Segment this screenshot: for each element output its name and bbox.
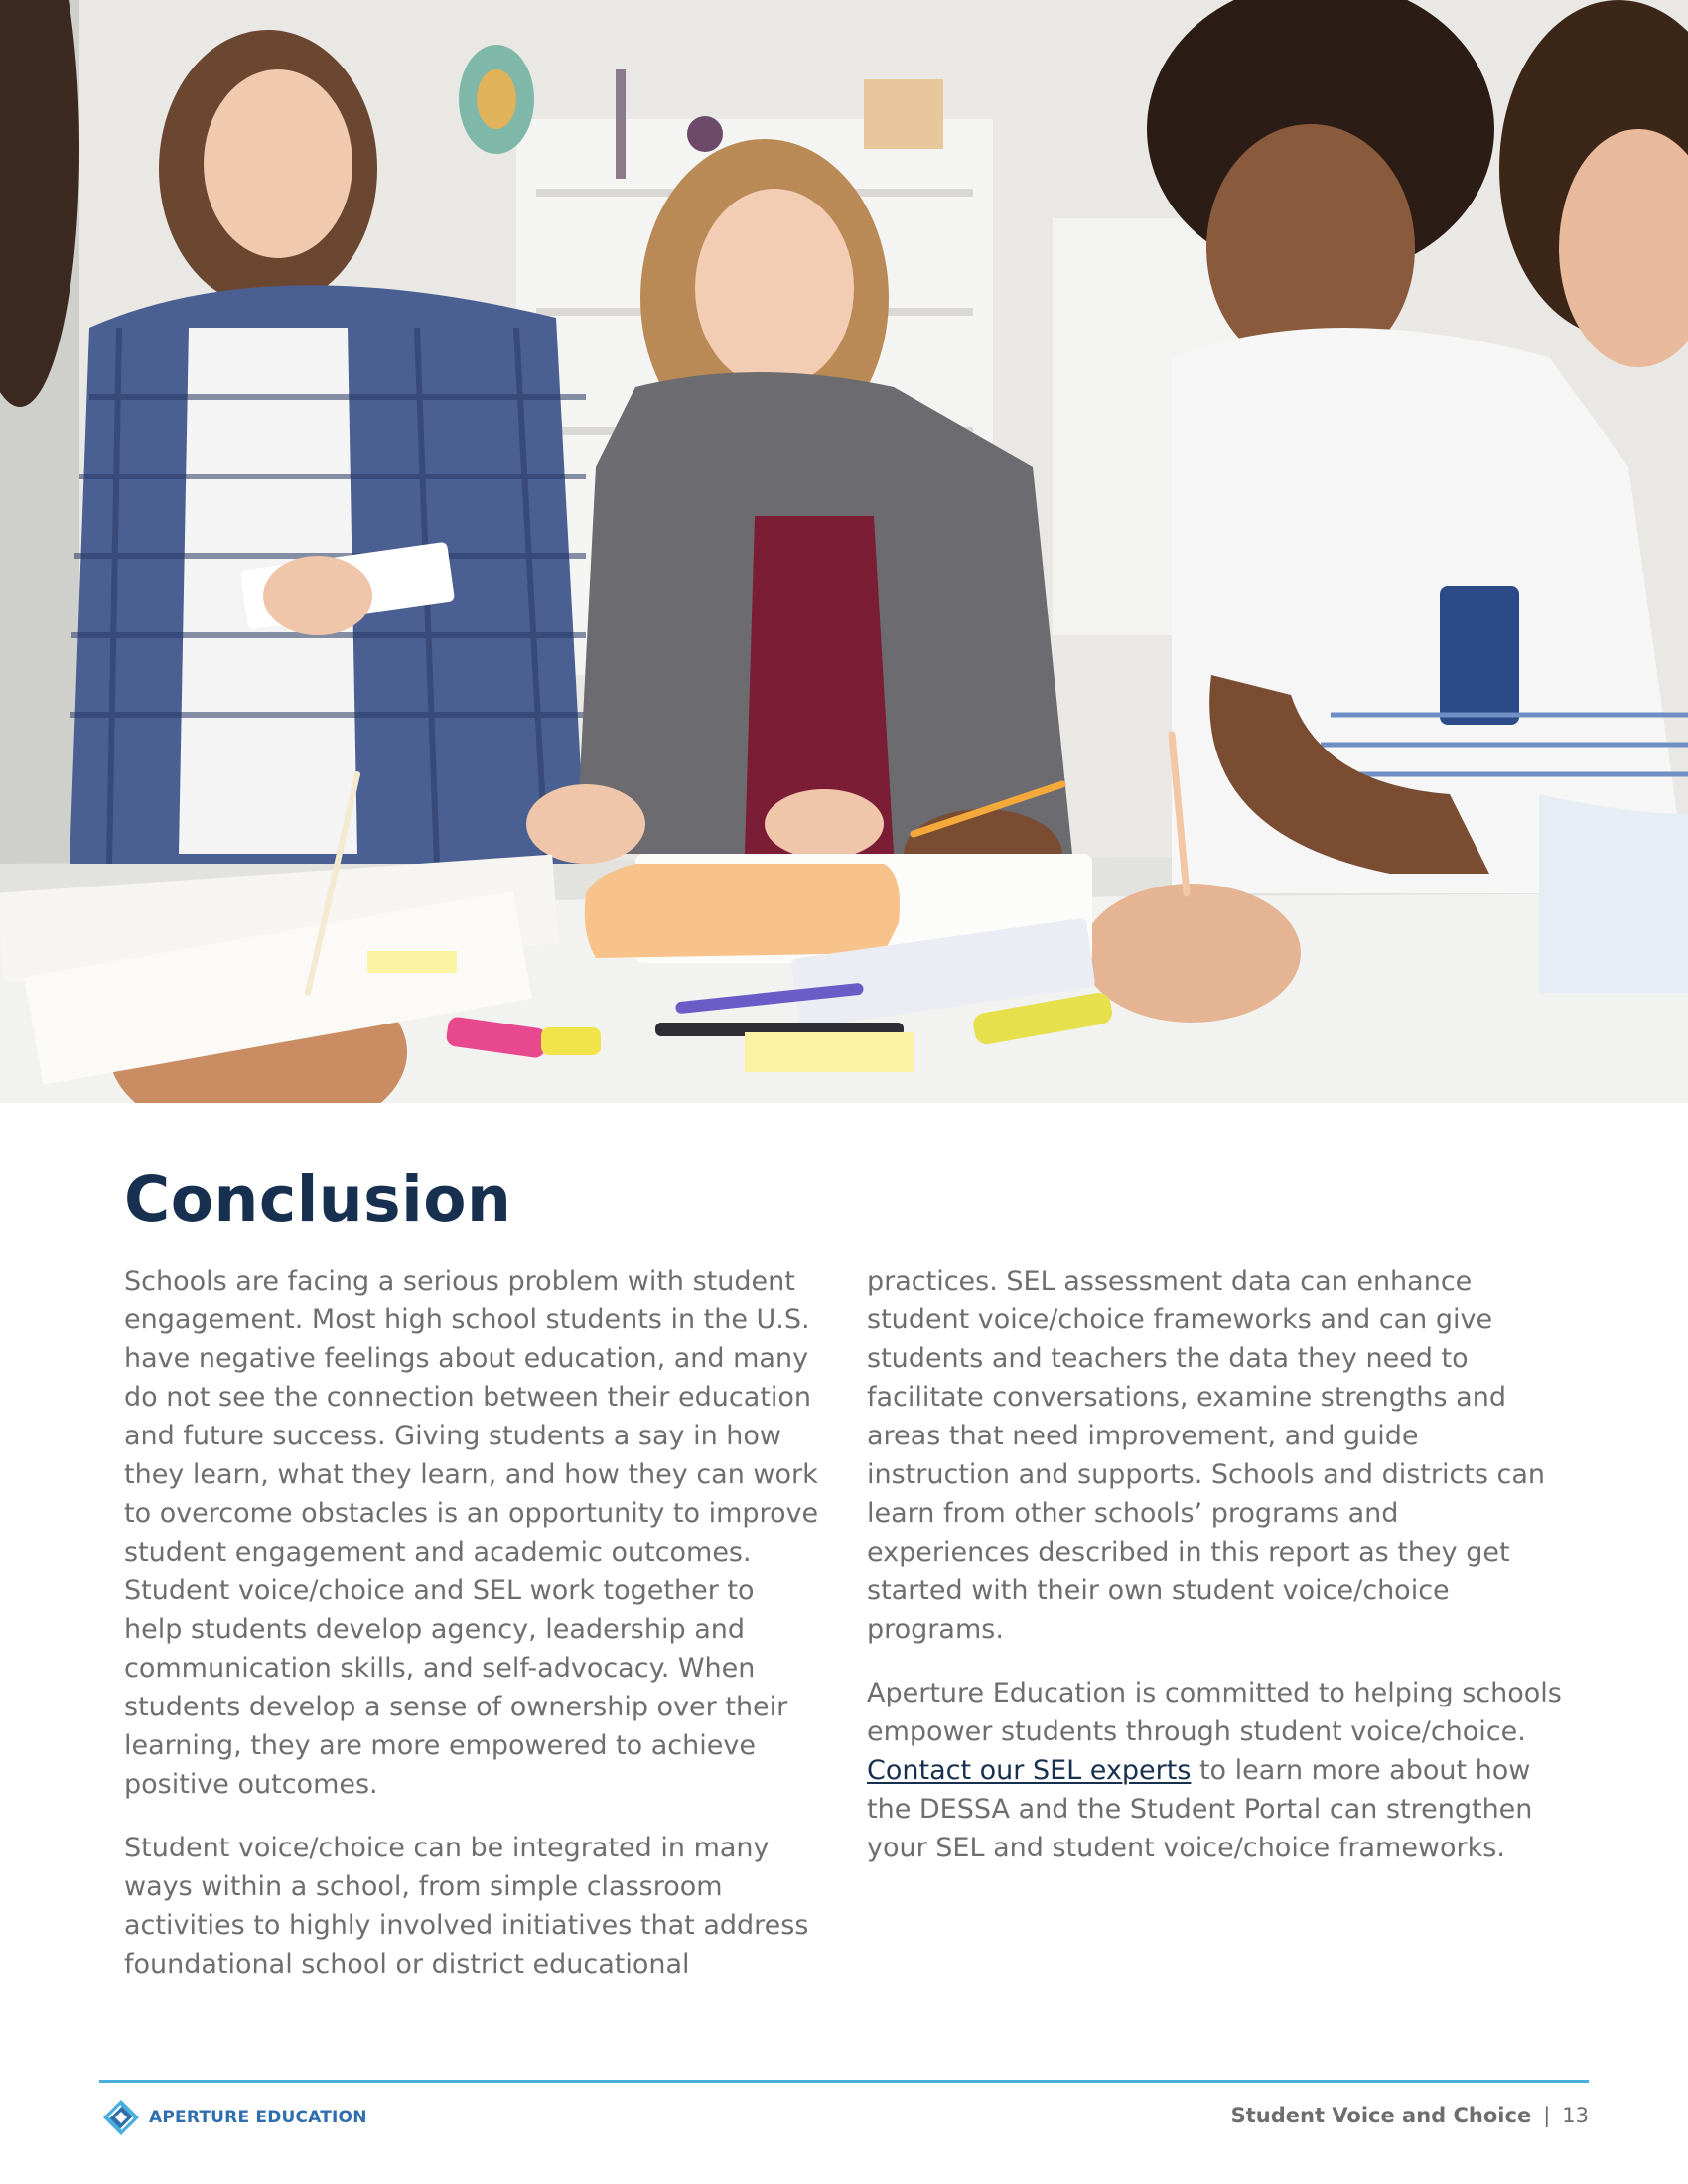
left-column xyxy=(124,1262,819,2008)
right-column xyxy=(867,1262,1562,1892)
aperture-logo xyxy=(101,2098,367,2137)
paragraph-text: Aperture Education is committed to helping schools empower students through student voice/choice. xyxy=(867,1678,1562,1747)
logo-text: APERTURE EDUCATION xyxy=(149,2108,367,2127)
contact-sel-experts-link[interactable]: Contact our SEL experts xyxy=(867,1755,1192,1786)
body-paragraph: Schools are facing a serious problem with student engagement. Most high school students in the U.S. have negative feelings about education, and many do not see the connection between their education and future success. Giving students a say in how they learn, what they learn, and how they can work to overcome obstacles is an opportunity to improve student engagement and academic outcomes. Student voice/choice and SEL work together to help students develop agency, leadership and communication skills, and self-advocacy. When students develop a sense of ownership over their learning, they are more empowered to achieve positive outcomes. xyxy=(124,1266,819,1800)
body-paragraph: Student voice/choice can be integrated in many ways within a school, from simple classroom activities to highly involved initiatives that address foundational school or district educational xyxy=(124,1833,809,1979)
page-number: 13 xyxy=(1562,2104,1589,2127)
paragraph-text: to learn more about how the DESSA and the Student Portal can strengthen your SEL and student voice/choice frameworks. xyxy=(867,1755,1533,1863)
body-paragraph: practices. SEL assessment data can enhance student voice/choice frameworks and can give students and teachers the data they need to facilitate conversations, examine strengths and areas that need improvement, and guide instruction and supports. Schools and districts can learn from other schools’ programs and experiences described in this report as they get started with their own student voice/choice programs. xyxy=(867,1266,1546,1645)
footer-separator: | xyxy=(1543,2104,1551,2127)
footer-page-info xyxy=(1231,2104,1589,2127)
footer-divider xyxy=(99,2080,1589,2083)
document-title: Student Voice and Choice xyxy=(1230,2104,1532,2127)
aperture-logo-icon xyxy=(101,2098,141,2137)
body-paragraph-with-link xyxy=(867,1674,1562,1867)
page-title: Conclusion xyxy=(124,1163,512,1236)
